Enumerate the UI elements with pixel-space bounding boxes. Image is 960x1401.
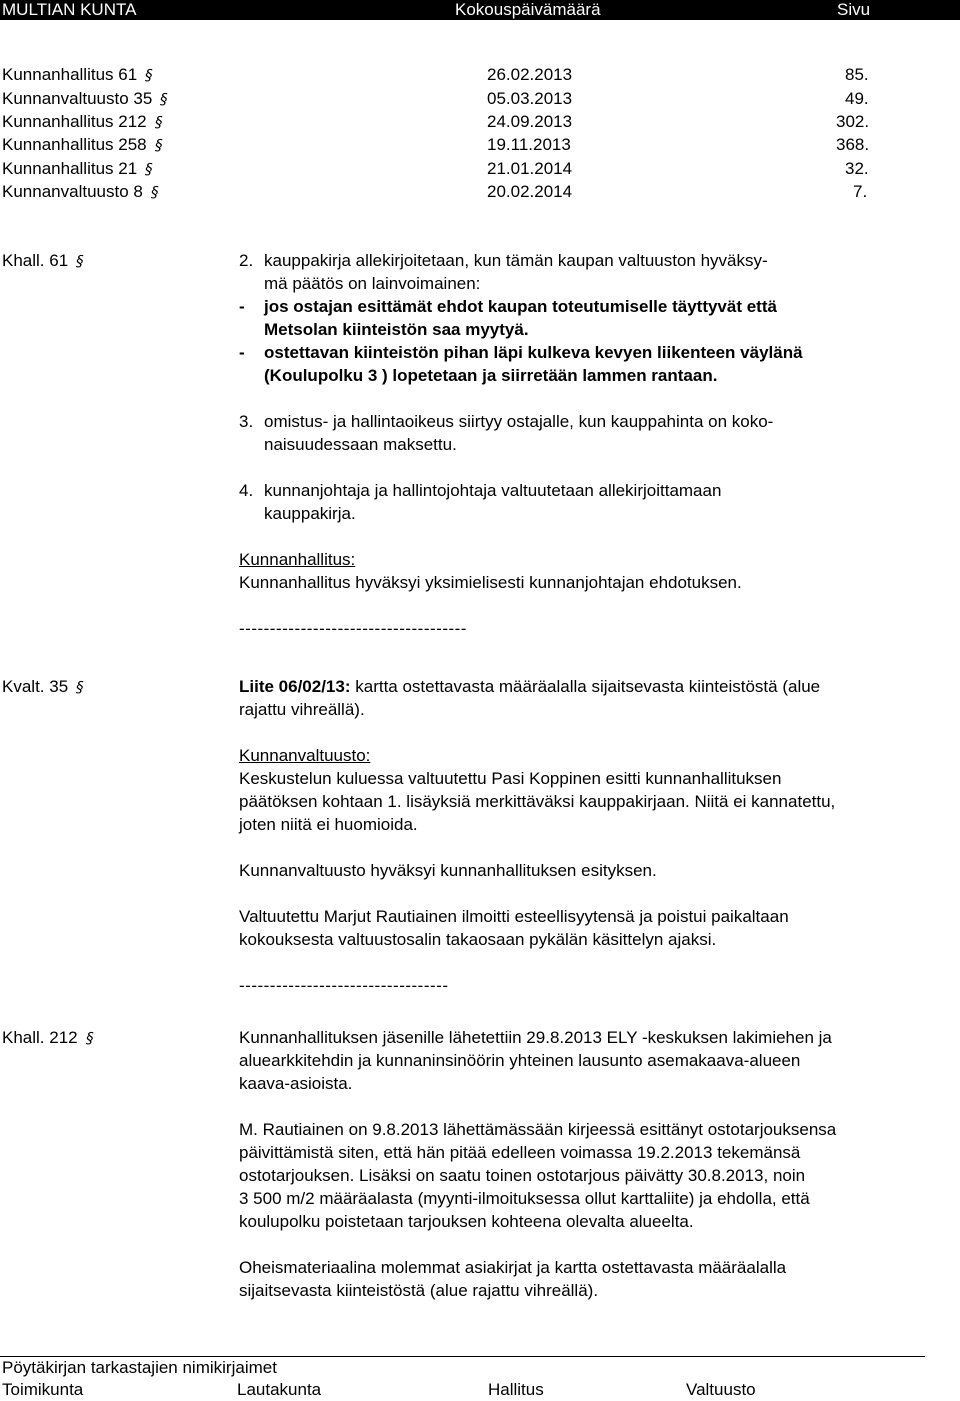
page-label: Sivu xyxy=(837,0,871,19)
signatures-label: Pöytäkirjan tarkastajien nimikirjaimet xyxy=(2,1358,277,1377)
history-body: Kunnanvaltuusto 8 § xyxy=(2,182,161,201)
history-body: Kunnanhallitus 61 § xyxy=(2,65,155,84)
condition-item: - jos ostajan esittämät ehdot kaupan toteutumiselle täyttyvät että Metsolan kiinteistön saa myytyä. xyxy=(239,297,777,339)
page-header xyxy=(0,0,960,20)
footer-body-valtuusto: Valtuusto xyxy=(686,1380,756,1399)
history-body: Kunnanhallitus 212 § xyxy=(2,112,165,131)
history-ref: 85. xyxy=(845,65,869,84)
history-body: Kunnanhallitus 258 § xyxy=(2,135,165,154)
history-ref: 302. xyxy=(836,112,870,131)
council-heading: Kunnanvaltuusto: xyxy=(239,746,371,765)
footer-body-hallitus: Hallitus xyxy=(488,1380,544,1399)
khall-212-body: Kunnanhallituksen jäsenille lähetettiin 29.8.2013 ELY -keskuksen lakimiehen ja aluearkkitehdin ja kunnaninsinöörin yhteinen lausunto asemakaava-alueen kaava-asioista. M. Rautiainen on 9.8.2013 lähettämässään kirjeessä esittänyt ostotarjouksensa päivittämistä siten, että hän pitää edelleen voimassa 19.2.2013 tekemänsä ostotarjouksen. Lisäksi on saatu toinen ostotarjous päivätty 30.8.2013, noin 3 500 m/2 määräalasta (myynti-ilmoituksessa ollut karttaliite) ja ehdolla, että koulupolku poistetaan tarjouksen kohteena olevalta alueelta. Oheismateriaalina molemmat asiakirjat ja kartta ostettavasta määräalalla sijaitsevasta kiinteistöstä (alue rajattu vihreällä). xyxy=(239,1028,837,1300)
footer-body-lautakunta: Lautakunta xyxy=(237,1380,322,1399)
condition-item: - ostettavan kiinteistön pihan läpi kulkeva kevyen liikenteen väylänä (Koulupolku 3 ) lopetetaan ja siirretään lammen rantaan. xyxy=(239,343,803,385)
organization-name: MULTIAN KUNTA xyxy=(2,0,137,19)
history-date: 24.09.2013 xyxy=(487,112,573,131)
history-date: 21.01.2014 xyxy=(487,159,573,178)
section-label-khall-212: Khall. 212 § xyxy=(2,1028,96,1047)
section-label-kvalt-35: Kvalt. 35 § xyxy=(2,677,86,696)
board-decision: Kunnanhallitus hyväksyi yksimielisesti kunnanjohtajan ehdotuksen. xyxy=(239,573,742,592)
history-date: 26.02.2013 xyxy=(487,65,573,84)
history-ref: 32. xyxy=(845,159,869,178)
council-decision: Kunnanvaltuusto hyväksyi kunnanhallituksen esityksen. xyxy=(239,861,657,880)
footer-body-toimikunta: Toimikunta xyxy=(2,1380,84,1399)
separator: ---------------------------------- xyxy=(239,976,449,995)
history-date: 19.11.2013 xyxy=(487,135,571,154)
history-date: 05.03.2013 xyxy=(487,89,573,108)
history-ref: 49. xyxy=(845,89,869,108)
attachment-line: Liite 06/02/13: kartta ostettavasta määräalalla sijaitsevasta kiinteistöstä (alue xyxy=(239,677,821,696)
history-date: 20.02.2014 xyxy=(487,182,573,201)
signature-line xyxy=(0,1356,925,1357)
attachment-label: Liite 06/02/13: xyxy=(239,677,351,696)
list-item: 4. kunnanjohtaja ja hallintojohtaja valtuutetaan allekirjoittamaan kauppakirja. xyxy=(239,481,722,523)
khall-61-body xyxy=(239,249,929,640)
kvalt-35-body: Liite 06/02/13: kartta ostettavasta määräalalla sijaitsevasta kiinteistöstä (alue rajattu vihreällä). Kunnanvaltuusto: Keskustelun kuluessa valtuutettu Pasi Koppinen esitti kunnanhallituksen päätöksen kohtaan 1. lisäyksiä merkittäväksi kauppakirjaan. Niitä ei kannatettu, joten niitä ei huomioida. Kunnanvaltuusto hyväksyi kunnanhallituksen esityksen. Valtuutettu Marjut Rautiainen ilmoitti esteellisyytensä ja poistui paikaltaan kokouksesta valtuustosalin takaosaan pykälän käsittelyn ajaksi. ---------------------------------- xyxy=(239,675,954,997)
history-ref: 368. xyxy=(836,135,870,154)
section-label-khall-61: Khall. 61 § xyxy=(2,251,86,270)
history-body: Kunnanvaltuusto 35 § xyxy=(2,89,170,108)
meeting-date-label: Kokouspäivämäärä xyxy=(455,0,601,19)
separator: ------------------------------------- xyxy=(239,619,467,638)
board-heading: Kunnanhallitus: xyxy=(239,550,356,569)
history-body: Kunnanhallitus 21 § xyxy=(2,159,155,178)
history-ref: 7. xyxy=(853,182,868,201)
list-item: 2. kauppakirja allekirjoitetaan, kun tämän kaupan valtuuston hyväksy- mä päätös on lainvoimainen: xyxy=(239,251,768,293)
list-item: 3. omistus- ja hallintaoikeus siirtyy ostajalle, kun kauppahinta on koko- naisuudessaan maksettu. xyxy=(239,412,774,454)
